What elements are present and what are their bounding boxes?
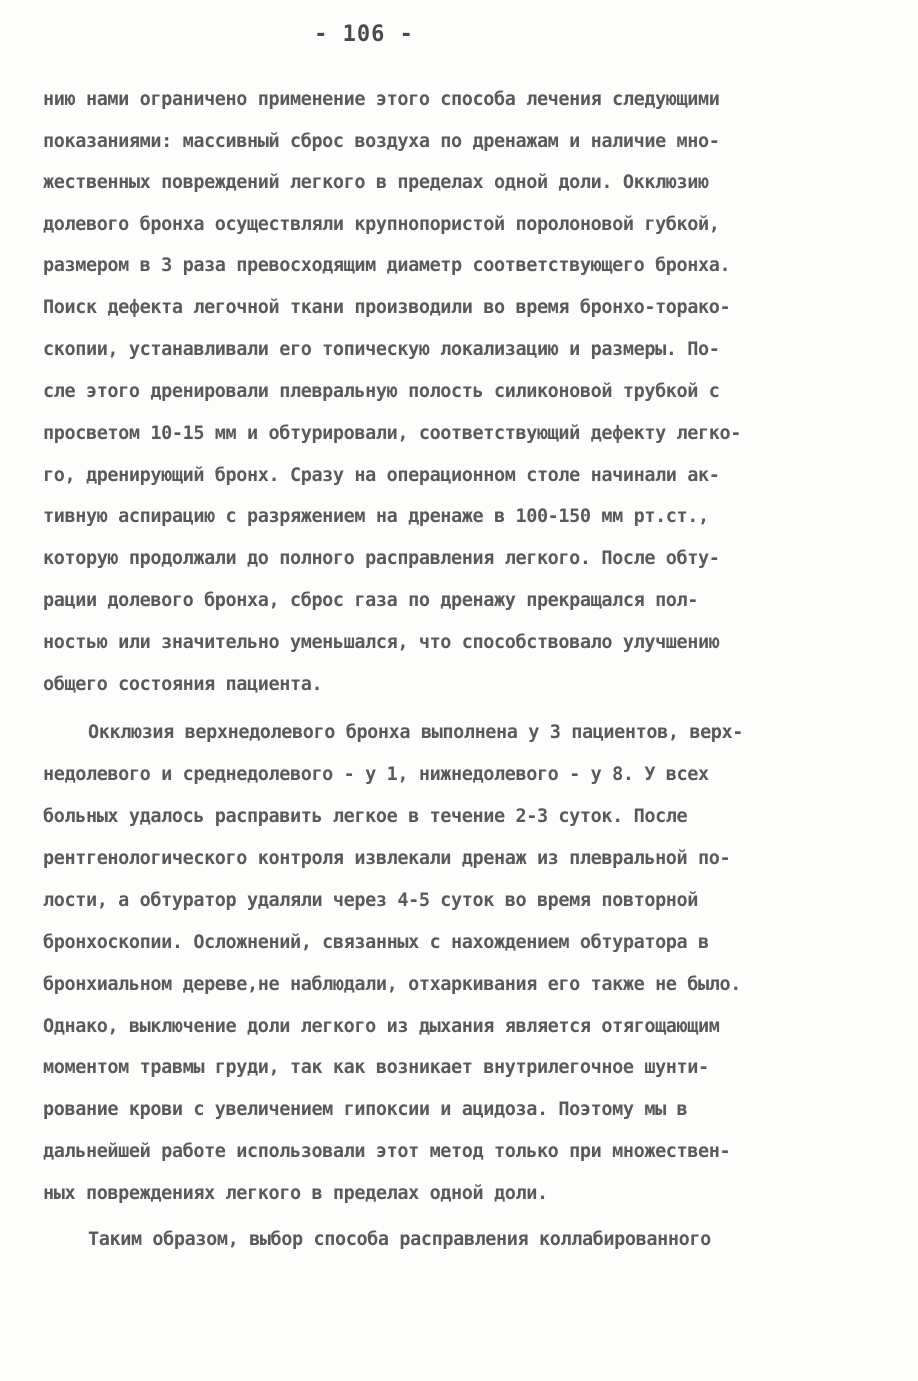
- text-line: размером в 3 раза превосходящим диаметр соответствующего бронха.: [43, 255, 731, 276]
- text-line: го, дренирующий бронх. Сразу на операционном столе начинали ак-: [43, 465, 720, 486]
- text-line: ных повреждениях легкого в пределах одной доли.: [43, 1183, 548, 1204]
- text-line: лости, а обтуратор удаляли через 4-5 суток во время повторной: [43, 890, 699, 911]
- text-line: скопии, устанавливали его топическую локализацию и размеры. По-: [43, 339, 720, 360]
- text-line: моментом травмы груди, так как возникает внутрилегочное шунти-: [43, 1057, 709, 1078]
- text-line: Поиск дефекта легочной ткани производили во время бронхо-торако-: [43, 297, 731, 318]
- text-line: просветом 10-15 мм и обтурировали, соответствующий дефекту легко-: [43, 423, 741, 444]
- text-line: рации долевого бронха, сброс газа по дренажу прекращался пол-: [43, 590, 699, 611]
- text-line: больных удалось расправить легкое в течение 2-3 суток. После: [43, 806, 688, 827]
- text-line: бронхоскопии. Осложнений, связанных с нахождением обтуратора в: [43, 932, 709, 953]
- text-line: жественных повреждений легкого в пределах одной доли. Окклюзию: [43, 172, 709, 193]
- page-number: - 106 -: [314, 22, 414, 47]
- text-line: общего состояния пациента.: [43, 674, 323, 695]
- text-line: рование крови с увеличением гипоксии и ацидоза. Поэтому мы в: [43, 1099, 688, 1120]
- text-line: недолевого и среднедолевого - у 1, нижнедолевого - у 8. У всех: [43, 764, 709, 785]
- text-line: Однако, выключение доли легкого из дыхания является отягощающим: [43, 1016, 720, 1037]
- text-line: дальнейшей работе использовали этот метод только при множествен-: [43, 1141, 731, 1162]
- text-line: нию нами ограничено применение этого способа лечения следующими: [43, 89, 720, 110]
- text-line: Таким образом, выбор способа расправления коллабированного: [88, 1229, 711, 1250]
- text-line: ностью или значительно уменьшался, что способствовало улучшению: [43, 632, 720, 653]
- text-line: сле этого дренировали плевральную полость силиконовой трубкой с: [43, 381, 720, 402]
- text-line: Окклюзия верхнедолевого бронха выполнена у 3 пациентов, верх-: [88, 722, 744, 743]
- text-line: которую продолжали до полного расправления легкого. После обту-: [43, 548, 720, 569]
- text-line: долевого бронха осуществляли крупнопористой поролоновой губкой,: [43, 214, 720, 235]
- text-line: бронхиальном дереве,не наблюдали, отхаркивания его также не было.: [43, 974, 741, 995]
- text-line: показаниями: массивный сброс воздуха по дренажам и наличие мно-: [43, 131, 720, 152]
- text-line: тивную аспирацию с разряжением на дренаже в 100-150 мм рт.ст.,: [43, 506, 709, 527]
- text-line: рентгенологического контроля извлекали дренаж из плевральной по-: [43, 848, 731, 869]
